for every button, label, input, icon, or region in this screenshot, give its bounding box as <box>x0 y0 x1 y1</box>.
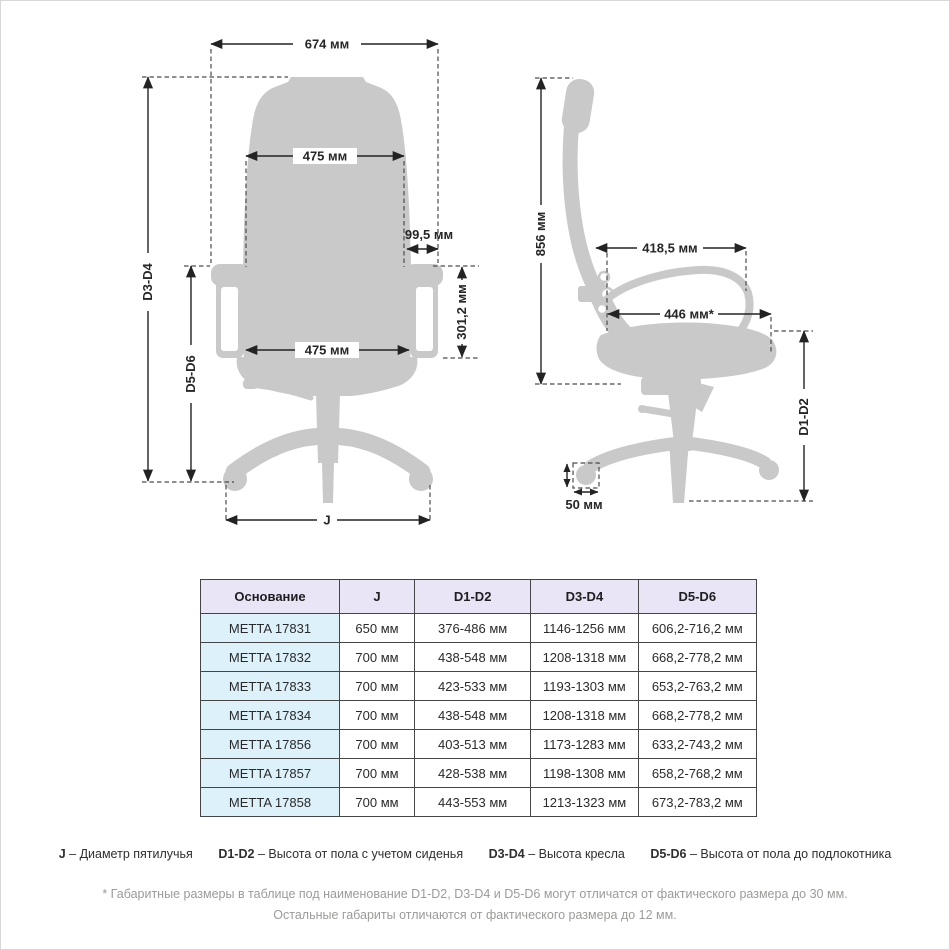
cell-model: METTA 17833 <box>201 672 340 701</box>
side-seat <box>597 323 777 380</box>
legend-code: D3-D4 <box>488 847 525 861</box>
chair-dimension-diagram <box>1 1 949 566</box>
legend-desc: – Высота кресла <box>528 847 625 861</box>
side-right-caster <box>759 460 779 480</box>
cell-model: METTA 17834 <box>201 701 340 730</box>
front-gas-column <box>316 394 340 503</box>
footnote-line-2: Остальные габариты отличаются от фактического размера до 12 мм. <box>273 908 677 922</box>
cell-d3d4: 1193-1303 мм <box>531 672 638 701</box>
front-left-armrest-slot <box>221 287 238 351</box>
chair-side-view <box>533 77 813 512</box>
dimensions-table <box>200 579 757 817</box>
cell-d1d2: 403-513 мм <box>415 730 531 759</box>
dim-label-d5d6: D5-D6 <box>183 355 198 393</box>
column-header-j: J <box>340 580 415 614</box>
dim-label-armrest-height: 301,2 мм <box>454 284 469 340</box>
legend-item-d3d4 <box>489 847 625 861</box>
front-left-caster <box>223 467 247 491</box>
dim-label-backrest-to-armrest: 418,5 мм <box>642 240 698 256</box>
cell-d5d6: 633,2-743,2 мм <box>638 730 756 759</box>
legend-code: D1-D2 <box>218 847 255 861</box>
cell-model: METTA 17832 <box>201 643 340 672</box>
side-back-pillar <box>570 99 604 303</box>
legend-item-j <box>59 847 193 861</box>
cell-d1d2: 428-538 мм <box>415 759 531 788</box>
side-adjuster-detail <box>597 304 607 314</box>
front-lever-tip <box>243 379 258 389</box>
dim-front-d5d6 <box>183 266 210 481</box>
dim-label-d1d2: D1-D2 <box>796 398 811 436</box>
table-row <box>201 730 757 759</box>
footnote <box>1 884 949 926</box>
legend-desc: – Высота от пола до подлокотника <box>689 847 892 861</box>
cell-model: METTA 17831 <box>201 614 340 643</box>
cell-j: 700 мм <box>340 672 415 701</box>
cell-j: 650 мм <box>340 614 415 643</box>
cell-d1d2: 438-548 мм <box>415 701 531 730</box>
table-header-row <box>201 580 757 614</box>
dim-label-overall-width: 674 мм <box>304 36 350 52</box>
table-row <box>201 672 757 701</box>
side-lumbar-knob <box>578 286 596 302</box>
column-header-d5d6: D5-D6 <box>638 580 756 614</box>
legend-item-d1d2 <box>218 847 463 861</box>
table-row <box>201 788 757 817</box>
chair-front-view <box>140 36 479 528</box>
legend-code: D5-D6 <box>650 847 687 861</box>
cell-d5d6: 668,2-778,2 мм <box>638 643 756 672</box>
side-base-right-leg <box>687 443 765 463</box>
cell-d5d6: 653,2-763,2 мм <box>638 672 756 701</box>
legend <box>1 847 949 861</box>
dim-label-seat-width: 475 мм <box>304 342 350 358</box>
dim-label-overall-height: 856 мм <box>533 211 548 257</box>
footnote-line-1: * Габаритные размеры в таблице под наименование D1-D2, D3-D4 и D5-D6 могут отличатся от фактического размера до 30 мм. <box>102 887 848 901</box>
cell-j: 700 мм <box>340 643 415 672</box>
column-header-d3d4: D3-D4 <box>531 580 638 614</box>
cell-d5d6: 668,2-778,2 мм <box>638 701 756 730</box>
legend-desc: – Высота от пола с учетом сиденья <box>257 847 464 861</box>
cell-model: METTA 17857 <box>201 759 340 788</box>
cell-d1d2: 376-486 мм <box>415 614 531 643</box>
cell-model: METTA 17858 <box>201 788 340 817</box>
front-backrest <box>243 77 411 363</box>
table-row <box>201 643 757 672</box>
column-header-base: Основание <box>201 580 340 614</box>
side-base-center-leg <box>669 441 689 503</box>
cell-d5d6: 673,2-783,2 мм <box>638 788 756 817</box>
cell-d3d4: 1213-1323 мм <box>531 788 638 817</box>
cell-j: 700 мм <box>340 759 415 788</box>
side-left-caster <box>576 465 596 485</box>
dim-label-seat-depth: 446 мм* <box>664 306 714 322</box>
front-right-armrest-slot <box>416 287 433 351</box>
front-seat <box>237 357 418 396</box>
cell-d5d6: 606,2-716,2 мм <box>638 614 756 643</box>
front-base-hub <box>307 430 349 445</box>
cell-d3d4: 1173-1283 мм <box>531 730 638 759</box>
cell-d5d6: 658,2-768,2 мм <box>638 759 756 788</box>
chair-front-silhouette <box>211 77 443 503</box>
side-lever-tip <box>638 405 646 413</box>
dim-label-caster-size: 50 мм <box>565 497 603 512</box>
legend-desc: – Диаметр пятилучья <box>69 847 193 861</box>
cell-model: METTA 17856 <box>201 730 340 759</box>
table-row <box>201 759 757 788</box>
cell-d3d4: 1208-1318 мм <box>531 643 638 672</box>
cell-j: 700 мм <box>340 730 415 759</box>
dim-label-d3d4: D3-D4 <box>140 263 155 301</box>
cell-d1d2: 443-553 мм <box>415 788 531 817</box>
dim-front-armrest-offset <box>405 227 453 249</box>
dimensions-table-wrap <box>200 579 757 817</box>
dim-label-backrest-width: 475 мм <box>302 148 348 164</box>
cell-d3d4: 1198-1308 мм <box>531 759 638 788</box>
table-row <box>201 701 757 730</box>
side-base-left-leg <box>590 443 679 467</box>
legend-item-d5d6 <box>650 847 891 861</box>
legend-code: J <box>58 847 66 861</box>
cell-j: 700 мм <box>340 788 415 817</box>
dim-label-armrest-offset: 99,5 мм <box>404 227 454 242</box>
cell-d1d2: 438-548 мм <box>415 643 531 672</box>
table-row <box>201 614 757 643</box>
cell-d3d4: 1146-1256 мм <box>531 614 638 643</box>
cell-d3d4: 1208-1318 мм <box>531 701 638 730</box>
column-header-d1d2: D1-D2 <box>415 580 531 614</box>
cell-d1d2: 423-533 мм <box>415 672 531 701</box>
dim-label-base-diameter: J <box>323 512 331 528</box>
cell-j: 700 мм <box>340 701 415 730</box>
